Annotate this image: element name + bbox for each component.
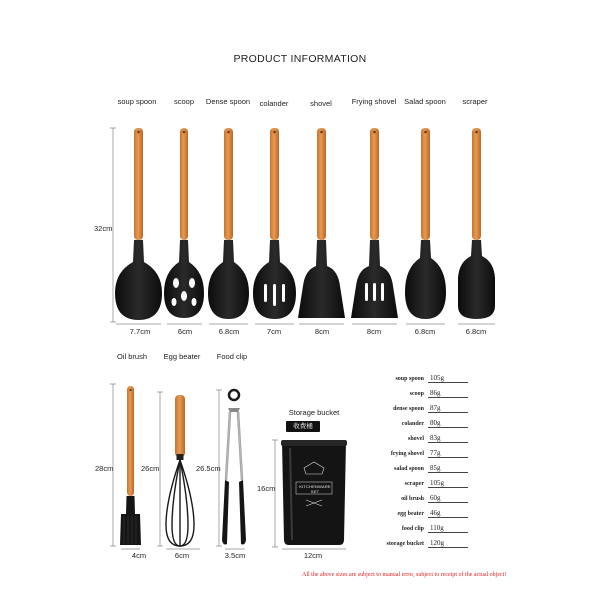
footnote: All the above sizes are subject to manual error, subject to receipt of the actual object! [302, 572, 507, 578]
weight-name: salad spoon [394, 465, 424, 472]
width-colander: 7cm [266, 327, 282, 336]
weight-name: scraper [404, 480, 424, 487]
oil-brush [120, 386, 141, 545]
label-oil-brush: Oil brush [116, 352, 148, 361]
label-egg-beater: Egg beater [163, 352, 201, 361]
width-shovel: 8cm [314, 327, 330, 336]
label-food-clip: Food clip [216, 352, 248, 361]
width-frying-shovel: 8cm [366, 327, 382, 336]
width-dense-spoon: 6.8cm [218, 327, 240, 336]
food-clip [222, 390, 246, 545]
label-storage-bucket: Storage bucket [288, 408, 340, 417]
shovel [298, 128, 345, 324]
label-scraper: scraper [462, 97, 488, 106]
weight-name: shovel [407, 435, 424, 442]
page-title: PRODUCT INFORMATION [233, 53, 367, 65]
bucket-brand-text: KITCHENWARE SET [299, 484, 331, 494]
height-oil-brush: 28cm [95, 464, 114, 473]
height-egg-beater: 26cm [141, 464, 160, 473]
salad-spoon [405, 128, 446, 324]
weight-value: 87g [428, 404, 468, 413]
egg-beater [166, 395, 194, 546]
weight-name: dense spoon [393, 405, 424, 412]
bucket-height-label: 16cm [257, 484, 276, 493]
frying-shovel [351, 128, 398, 324]
weight-value: 105g [428, 479, 468, 488]
dense-spoon [208, 128, 249, 324]
label-dense-spoon: Dense spoon [205, 97, 251, 106]
weight-name: storage bucket [386, 540, 424, 547]
weight-value: 60g [428, 494, 468, 503]
width-soup-spoon: 7.7cm [129, 327, 151, 336]
weight-name: egg beater [397, 510, 424, 517]
weight-value: 77g [428, 449, 468, 458]
weight-value: 120g [428, 539, 468, 548]
label-soup-spoon: soup spoon [117, 97, 157, 106]
weight-value: 86g [428, 389, 468, 398]
width-scoop: 6cm [177, 327, 193, 336]
soup-spoon [115, 128, 162, 324]
weight-value: 85g [428, 464, 468, 473]
bucket-width-label: 12cm [303, 551, 323, 560]
weight-value: 46g [428, 509, 468, 518]
weight-name: scoop [409, 390, 424, 397]
width-scraper: 6.8cm [465, 327, 487, 336]
weight-value: 110g [428, 524, 468, 533]
label-colander: colander [259, 99, 289, 108]
width-salad-spoon: 6.8cm [414, 327, 436, 336]
width-egg-beater: 6cm [174, 551, 190, 560]
weight-name: colander [401, 420, 424, 427]
label-salad-spoon: Salad spoon [404, 97, 446, 106]
height-food-clip: 26.5cm [196, 464, 221, 473]
label-shovel: shovel [310, 99, 332, 108]
weight-name: food clip [401, 525, 424, 532]
weight-value: 105g [428, 374, 468, 383]
width-oil-brush: 4cm [131, 551, 147, 560]
weight-name: frying shovel [390, 450, 424, 457]
scraper [458, 128, 495, 324]
label-scoop: scoop [173, 97, 195, 106]
scoop [164, 128, 204, 324]
weight-value: 80g [428, 419, 468, 428]
label-frying-shovel: Frying shovel [351, 97, 397, 106]
bucket-badge: 收费桶 [286, 421, 320, 432]
weight-name: soup spoon [395, 375, 424, 382]
colander [253, 128, 296, 324]
width-food-clip: 3.5cm [224, 551, 246, 560]
weight-name: oil brush [401, 495, 424, 502]
top-height-label: 32cm [94, 224, 113, 233]
weight-value: 83g [428, 434, 468, 443]
